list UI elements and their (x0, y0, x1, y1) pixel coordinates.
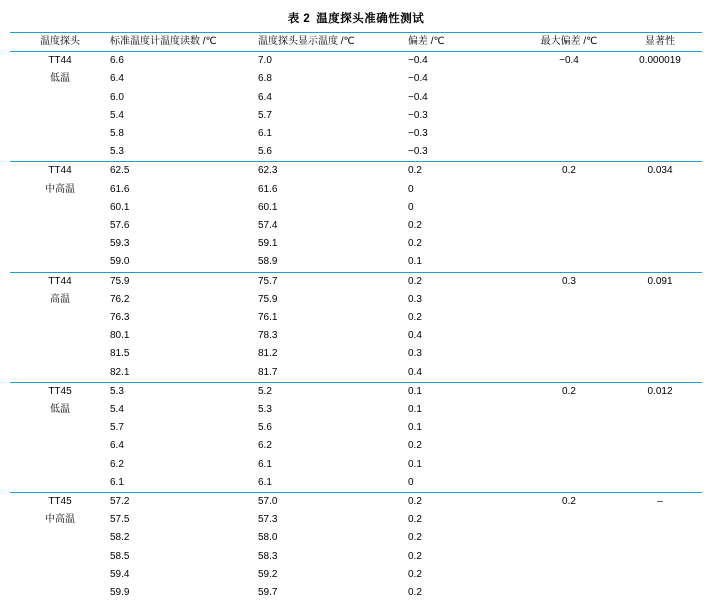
cell-probe-empty (10, 235, 110, 253)
cell-probe-display: 6.1 (258, 128, 272, 140)
cell-max-deviation-empty (520, 309, 618, 327)
cell-standard-reading: 6.6 (110, 55, 124, 67)
cell-deviation: 0.2 (408, 272, 520, 291)
cell-probe-display: 59.7 (258, 587, 278, 599)
cell-probe-condition: 中高温 (45, 514, 75, 526)
cell-standard-reading: 80.1 (110, 330, 130, 342)
cell-probe-display: 75.7 (258, 272, 408, 291)
cell-significance-empty (618, 474, 702, 493)
cell-probe-empty (10, 548, 110, 566)
table-caption-title: 温度探头准确性测试 (316, 13, 425, 25)
table-row (10, 529, 702, 547)
cell-probe-empty (10, 437, 110, 455)
table-header-row (10, 33, 702, 52)
cell-max-deviation-empty (520, 456, 618, 474)
cell-standard-reading: 75.9 (110, 272, 258, 291)
cell-deviation: 0.3 (408, 348, 422, 360)
table-row (10, 511, 702, 529)
cell-standard-reading: 62.5 (110, 162, 258, 181)
cell-deviation: 0.4 (408, 366, 422, 378)
cell-probe-empty (10, 327, 110, 345)
table-row (10, 70, 702, 88)
cell-probe-display: 75.9 (258, 293, 278, 305)
cell-probe-empty (10, 456, 110, 474)
cell-deviation: 0.1 (408, 422, 422, 434)
cell-significance-empty (618, 327, 702, 345)
cell-probe-condition: 低温 (50, 404, 70, 416)
cell-max-deviation-empty (520, 125, 618, 143)
cell-significance-empty (618, 291, 702, 309)
cell-max-deviation-empty (520, 89, 618, 107)
table-row (10, 401, 702, 419)
cell-significance-empty (618, 199, 702, 217)
table-row (10, 253, 702, 272)
cell-standard-reading: 81.5 (110, 348, 130, 360)
cell-significance: 0.034 (618, 162, 702, 181)
cell-probe-display: 57.3 (258, 514, 278, 526)
cell-probe-empty (10, 566, 110, 584)
cell-significance-empty (618, 89, 702, 107)
cell-standard-reading: 6.2 (110, 458, 124, 470)
cell-probe-display: 5.2 (258, 382, 408, 401)
cell-deviation: −0.4 (408, 73, 428, 85)
cell-deviation: 0.2 (408, 587, 422, 599)
cell-probe-empty (10, 309, 110, 327)
cell-probe-display: 6.1 (258, 476, 272, 488)
cell-probe-display: 5.7 (258, 109, 272, 121)
cell-deviation: 0.1 (408, 458, 422, 470)
cell-probe-empty (10, 107, 110, 125)
cell-deviation: 0.2 (408, 493, 520, 512)
cell-significance-empty (618, 437, 702, 455)
cell-standard-reading: 5.4 (110, 404, 124, 416)
cell-standard-reading: 58.2 (110, 532, 130, 544)
table-row (10, 162, 702, 181)
col-header-standard-reading: 标准温度计温度读数 /℃ (110, 33, 258, 52)
cell-max-deviation-empty (520, 364, 618, 383)
cell-max-deviation-empty (520, 566, 618, 584)
cell-standard-reading: 5.3 (110, 146, 124, 158)
cell-deviation: 0 (408, 201, 414, 213)
cell-probe-condition: 高温 (50, 293, 70, 305)
cell-probe-id: TT45 (10, 493, 110, 512)
cell-probe-display: 76.1 (258, 312, 278, 324)
table-row (10, 566, 702, 584)
table-body (10, 52, 702, 602)
cell-standard-reading: 76.3 (110, 312, 130, 324)
cell-probe-display: 81.2 (258, 348, 278, 360)
cell-deviation: 0.2 (408, 532, 422, 544)
cell-max-deviation-empty (520, 548, 618, 566)
cell-max-deviation-empty (520, 327, 618, 345)
cell-significance-empty (618, 217, 702, 235)
cell-standard-reading: 5.7 (110, 422, 124, 434)
cell-probe-display: 5.6 (258, 146, 272, 158)
cell-deviation: 0.4 (408, 330, 422, 342)
table-row (10, 364, 702, 383)
cell-significance: 0.000019 (639, 55, 681, 67)
cell-deviation: 0.1 (408, 404, 422, 416)
cell-max-deviation-empty (520, 253, 618, 272)
cell-significance-empty (618, 566, 702, 584)
cell-significance: – (618, 493, 702, 512)
cell-standard-reading: 5.4 (110, 109, 124, 121)
cell-probe-display: 59.2 (258, 568, 278, 580)
cell-probe-display: 58.3 (258, 550, 278, 562)
cell-significance-empty (618, 456, 702, 474)
cell-standard-reading: 6.4 (110, 440, 124, 452)
col-header-probe: 温度探头 (10, 33, 110, 52)
cell-standard-reading: 5.8 (110, 128, 124, 140)
cell-probe-empty (10, 419, 110, 437)
cell-deviation: 0.2 (408, 550, 422, 562)
table-row (10, 52, 702, 71)
cell-deviation: −0.4 (408, 91, 428, 103)
cell-probe-condition: 中高温 (45, 183, 75, 195)
cell-probe-display: 6.1 (258, 458, 272, 470)
cell-probe-condition: 低温 (50, 73, 70, 85)
cell-probe-display: 5.3 (258, 404, 272, 416)
cell-probe-id: TT44 (10, 162, 110, 181)
table-row (10, 217, 702, 235)
cell-standard-reading: 59.4 (110, 568, 130, 580)
cell-deviation: 0.2 (408, 312, 422, 324)
cell-probe-id: TT44 (48, 55, 72, 67)
cell-probe-display: 61.6 (258, 183, 278, 195)
cell-probe-empty (10, 474, 110, 493)
cell-significance-empty (618, 401, 702, 419)
cell-deviation: 0.2 (408, 238, 422, 250)
cell-probe-empty (10, 345, 110, 363)
table-row (10, 125, 702, 143)
cell-max-deviation-empty (520, 291, 618, 309)
cell-probe-display: 7.0 (258, 55, 272, 67)
cell-max-deviation: 0.2 (520, 382, 618, 401)
cell-deviation: 0 (408, 183, 414, 195)
cell-deviation: 0.1 (408, 256, 422, 268)
cell-deviation: 0.2 (408, 162, 520, 181)
cell-probe-display: 62.3 (258, 162, 408, 181)
cell-max-deviation-empty (520, 401, 618, 419)
cell-max-deviation-empty (520, 107, 618, 125)
cell-max-deviation-empty (520, 584, 618, 602)
cell-significance-empty (618, 419, 702, 437)
cell-standard-reading: 76.2 (110, 293, 130, 305)
cell-significance-empty (618, 511, 702, 529)
cell-significance-empty (618, 309, 702, 327)
cell-standard-reading: 57.2 (110, 493, 258, 512)
cell-probe-display: 6.4 (258, 91, 272, 103)
cell-max-deviation-empty (520, 143, 618, 162)
cell-deviation: −0.3 (408, 109, 428, 121)
cell-standard-reading: 60.1 (110, 201, 130, 213)
cell-significance-empty (618, 70, 702, 88)
table-row (10, 437, 702, 455)
cell-standard-reading: 57.6 (110, 220, 130, 232)
cell-deviation: 0.2 (408, 514, 422, 526)
table-caption-number: 表 2 (287, 13, 311, 25)
table-row (10, 309, 702, 327)
cell-probe-display: 57.0 (258, 493, 408, 512)
cell-max-deviation-empty (520, 181, 618, 199)
cell-deviation: −0.3 (408, 128, 428, 140)
col-header-probe-display: 温度探头显示温度 /℃ (258, 33, 408, 52)
cell-standard-reading: 59.0 (110, 256, 130, 268)
cell-probe-empty (10, 89, 110, 107)
table-row (10, 456, 702, 474)
cell-probe-display: 78.3 (258, 330, 278, 342)
cell-significance: 0.012 (618, 382, 702, 401)
cell-probe-display: 6.2 (258, 440, 272, 452)
cell-max-deviation-empty (520, 474, 618, 493)
table-row (10, 143, 702, 162)
table-row (10, 419, 702, 437)
cell-deviation: −0.3 (408, 146, 428, 158)
cell-probe-empty (10, 253, 110, 272)
cell-significance-empty (618, 143, 702, 162)
cell-max-deviation-empty (520, 70, 618, 88)
cell-probe-display: 6.8 (258, 73, 272, 85)
cell-standard-reading: 5.3 (110, 382, 258, 401)
cell-standard-reading: 59.3 (110, 238, 130, 250)
col-header-significance: 显著性 (618, 33, 702, 52)
cell-deviation: 0.3 (408, 293, 422, 305)
table-row (10, 235, 702, 253)
cell-standard-reading: 59.9 (110, 587, 130, 599)
cell-probe-empty (10, 529, 110, 547)
cell-standard-reading: 82.1 (110, 366, 130, 378)
cell-probe-display: 58.0 (258, 532, 278, 544)
cell-significance-empty (618, 364, 702, 383)
cell-deviation: 0.1 (408, 382, 520, 401)
cell-significance: 0.091 (618, 272, 702, 291)
cell-significance-empty (618, 107, 702, 125)
cell-deviation: 0 (408, 476, 414, 488)
cell-max-deviation: 0.3 (520, 272, 618, 291)
cell-max-deviation-empty (520, 511, 618, 529)
table-row (10, 89, 702, 107)
cell-probe-display: 58.9 (258, 256, 278, 268)
cell-standard-reading: 57.5 (110, 514, 130, 526)
cell-deviation: −0.4 (408, 55, 428, 67)
table-row (10, 291, 702, 309)
table-row (10, 199, 702, 217)
cell-probe-empty (10, 364, 110, 383)
cell-probe-display: 81.7 (258, 366, 278, 378)
cell-max-deviation-empty (520, 529, 618, 547)
temperature-probe-accuracy-table (10, 32, 702, 602)
cell-significance-empty (618, 125, 702, 143)
cell-significance-empty (618, 181, 702, 199)
cell-standard-reading: 6.0 (110, 91, 124, 103)
table-head (10, 33, 702, 52)
cell-probe-display: 57.4 (258, 220, 278, 232)
cell-probe-empty (10, 584, 110, 602)
cell-deviation: 0.2 (408, 440, 422, 452)
cell-probe-empty (10, 125, 110, 143)
table-caption (10, 10, 702, 26)
cell-standard-reading: 6.1 (110, 476, 124, 488)
cell-max-deviation: 0.2 (520, 493, 618, 512)
table-row (10, 327, 702, 345)
table-row (10, 181, 702, 199)
cell-significance-empty (618, 548, 702, 566)
cell-probe-display: 5.6 (258, 422, 272, 434)
cell-probe-empty (10, 199, 110, 217)
cell-significance-empty (618, 235, 702, 253)
cell-significance-empty (618, 584, 702, 602)
cell-max-deviation-empty (520, 199, 618, 217)
cell-probe-empty (10, 217, 110, 235)
col-header-max-deviation: 最大偏差 /℃ (520, 33, 618, 52)
table-row (10, 107, 702, 125)
cell-standard-reading: 61.6 (110, 183, 130, 195)
cell-max-deviation-empty (520, 437, 618, 455)
table-row (10, 474, 702, 493)
cell-standard-reading: 6.4 (110, 73, 124, 85)
table-row (10, 272, 702, 291)
cell-significance-empty (618, 253, 702, 272)
table-row (10, 345, 702, 363)
col-header-deviation: 偏差 /℃ (408, 33, 520, 52)
cell-probe-empty (10, 143, 110, 162)
cell-probe-id: TT45 (10, 382, 110, 401)
table-row (10, 584, 702, 602)
cell-max-deviation: 0.2 (520, 162, 618, 181)
cell-deviation: 0.2 (408, 220, 422, 232)
cell-max-deviation-empty (520, 235, 618, 253)
cell-probe-display: 59.1 (258, 238, 278, 250)
cell-max-deviation-empty (520, 419, 618, 437)
cell-max-deviation-empty (520, 345, 618, 363)
cell-significance-empty (618, 529, 702, 547)
table-row (10, 548, 702, 566)
cell-max-deviation-empty (520, 217, 618, 235)
table-row (10, 493, 702, 512)
cell-standard-reading: 58.5 (110, 550, 130, 562)
table-row (10, 382, 702, 401)
cell-max-deviation: −0.4 (559, 55, 579, 67)
cell-probe-id: TT44 (10, 272, 110, 291)
cell-deviation: 0.2 (408, 568, 422, 580)
cell-significance-empty (618, 345, 702, 363)
cell-probe-display: 60.1 (258, 201, 278, 213)
